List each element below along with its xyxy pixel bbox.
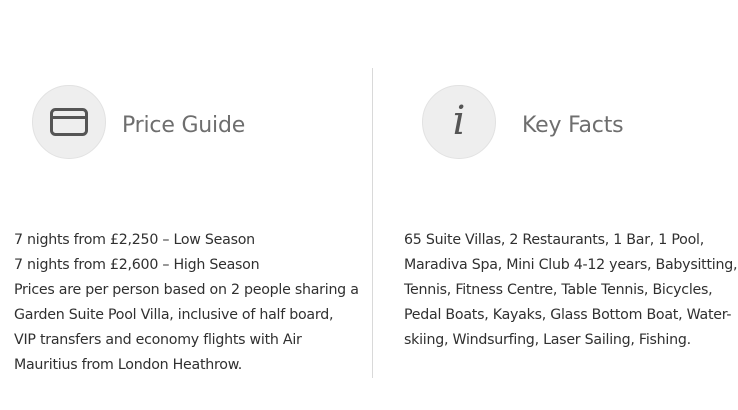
price-guide-line: VIP transfers and economy flights with Air	[14, 332, 302, 348]
info-icon: i	[452, 98, 466, 144]
key-facts-text	[404, 228, 738, 353]
key-facts-line: Pedal Boats, Kayaks, Glass Bottom Boat, Water-	[404, 307, 732, 323]
key-facts-line: 65 Suite Villas, 2 Restaurants, 1 Bar, 1 Pool,	[404, 232, 704, 248]
price-guide-text	[14, 228, 364, 378]
price-guide-line: Prices are per person based on 2 people sharing a	[14, 282, 359, 298]
price-guide-line: 7 nights from £2,250 – Low Season	[14, 232, 255, 248]
key-facts-title: Key Facts	[522, 113, 624, 138]
price-guide-line: 7 nights from £2,600 – High Season	[14, 257, 260, 273]
price-guide-line: Mauritius from London Heathrow.	[14, 357, 243, 373]
price-guide-line: Garden Suite Pool Villa, inclusive of half board,	[14, 307, 334, 323]
key-facts-line: Tennis, Fitness Centre, Table Tennis, Bicycles,	[404, 282, 713, 298]
key-facts-icon-circle	[422, 85, 496, 159]
key-facts-section	[373, 0, 738, 410]
price-guide-icon-circle	[32, 85, 106, 159]
key-facts-line: Maradiva Spa, Mini Club 4-12 years, Babysitting,	[404, 257, 738, 273]
key-facts-line: skiing, Windsurfing, Laser Sailing, Fishing.	[404, 332, 691, 348]
credit-card-icon	[50, 108, 88, 136]
price-guide-title: Price Guide	[122, 113, 246, 138]
